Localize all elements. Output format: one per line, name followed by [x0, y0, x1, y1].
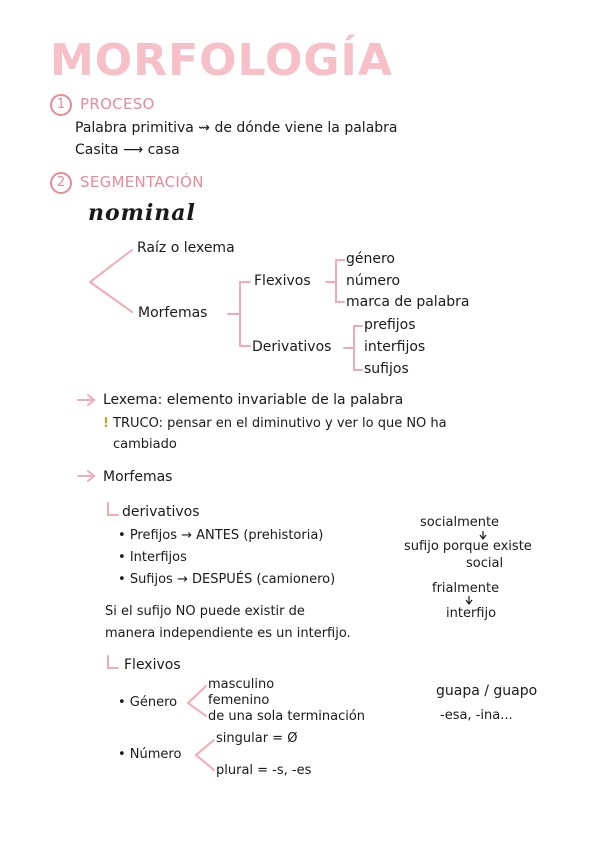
- section-heading-proceso: PROCESO: [80, 95, 155, 113]
- proceso-line-1: Palabra primitiva ⇝ de dónde viene la palabra: [75, 120, 398, 136]
- nominal-subheading: nominal: [88, 200, 196, 226]
- side-example-frialmente: frialmente: [432, 581, 500, 596]
- truco-line-2: cambiado: [113, 437, 177, 452]
- side-example-socialmente: socialmente: [420, 515, 500, 530]
- numero-plural: plural = -s, -es: [216, 763, 312, 778]
- side-example-sufijo-note: sufijo porque existe: [404, 539, 532, 554]
- bullet-sufijos: • Sufijos → DESPUÉS (camionero): [118, 572, 336, 587]
- tree-interfijos: interfijos: [364, 339, 426, 355]
- genero-example-esa-ina: -esa, -ina...: [440, 708, 513, 723]
- lexema-note: Lexema: elemento invariable de la palabra: [103, 392, 404, 408]
- genero-femenino: femenino: [208, 693, 270, 708]
- section-number-1: 1: [50, 94, 72, 116]
- numero-singular: singular = Ø: [216, 731, 298, 746]
- tree-sufijos: sufijos: [364, 361, 409, 377]
- proceso-line-2: Casita ⟶ casa: [75, 142, 180, 158]
- tree-flexivos: Flexivos: [254, 273, 311, 289]
- genero-una-terminacion: de una sola terminación: [208, 709, 366, 724]
- truco-line-1: TRUCO: pensar en el diminutivo y ver lo que NO ha: [113, 416, 447, 431]
- warning-icon: !: [103, 416, 109, 431]
- tree-raiz-lexema: Raíz o lexema: [137, 240, 235, 256]
- genero-masculino: masculino: [208, 677, 275, 692]
- tree-genero: género: [346, 251, 395, 267]
- flexivos-heading: Flexivos: [124, 657, 181, 673]
- derivativos-heading: derivativos: [122, 504, 200, 520]
- numero-label: • Número: [118, 747, 182, 762]
- tree-derivativos: Derivativos: [252, 339, 332, 355]
- side-example-social: social: [466, 556, 504, 571]
- genero-example-guapa: guapa / guapo: [436, 683, 538, 699]
- rule-line-2: manera independiente es un interfijo.: [105, 626, 351, 641]
- genero-label: • Género: [118, 695, 178, 710]
- tree-morfemas: Morfemas: [138, 305, 208, 321]
- bullet-prefijos: • Prefijos → ANTES (prehistoria): [118, 528, 324, 543]
- tree-marca-palabra: marca de palabra: [346, 294, 470, 310]
- bullet-interfijos: • Interfijos: [118, 550, 187, 565]
- page-title: MORFOLOGÍA: [50, 35, 393, 86]
- side-example-interfijo: interfijo: [446, 606, 497, 621]
- tree-numero: número: [346, 273, 401, 289]
- rule-line-1: Si el sufijo NO puede existir de: [105, 604, 305, 619]
- section-number-2: 2: [50, 172, 72, 194]
- tree-prefijos: prefijos: [364, 317, 416, 333]
- section-heading-segmentacion: SEGMENTACIÓN: [80, 173, 204, 191]
- morfemas-heading: Morfemas: [103, 469, 173, 485]
